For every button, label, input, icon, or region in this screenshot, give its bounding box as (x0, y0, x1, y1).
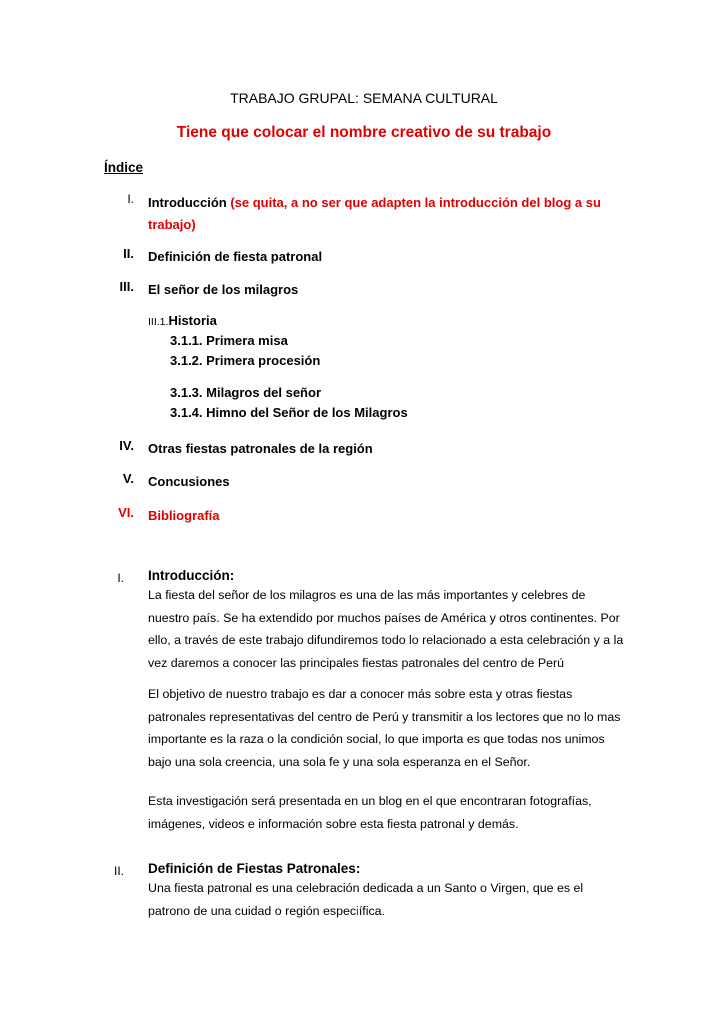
toc-number: I. (127, 192, 134, 206)
subtoc-item: 3.1.2. Primera procesión (170, 353, 321, 368)
paragraph: La fiesta del señor de los milagros es una de las más importantes y celebres de nuestro país. Se ha extendido por muchos países de América y otros continentes. Por ello, a través de este trabajo difundiremos todo lo relacionado a esta celebración y a la vez daremos a conocer las principales fiestas patronales del centro de Perú (148, 588, 624, 670)
toc-number: III. (119, 279, 134, 294)
toc-label: El señor de los milagros (148, 282, 299, 297)
index-heading: Índice (104, 160, 144, 175)
toc-label: Otras fiestas patronales de la región (148, 441, 373, 456)
section-title-introduccion: Introducción: (148, 568, 235, 583)
paragraph-highlight: i (356, 903, 359, 918)
document-subtitle: Tiene que colocar el nombre creativo de su trabajo (176, 124, 552, 141)
section-title-definicion: Definición de Fiestas Patronales: (148, 861, 361, 876)
toc-label: Definición de fiesta patronal (148, 249, 323, 264)
toc-label: Introducción (148, 195, 227, 210)
subtoc-item: 3.1.4. Himno del Señor de los Milagros (170, 405, 408, 420)
subtoc-historia (148, 313, 217, 328)
document-title: TRABAJO GRUPAL: SEMANA CULTURAL (230, 90, 498, 106)
paragraph: Esta investigación será presentada en un blog en el que encontraran fotografías, imágenes, videos e información sobre esta fiesta patronal y demás. (148, 794, 592, 831)
subtoc-number: III.1. (148, 316, 169, 328)
paragraph: El objetivo de nuestro trabajo es dar a conocer más sobre esta y otras fiestas patronales representativas del centro de Perú y transmitir a los lectores que no lo mas importante es la raza o la condición social, lo que importa es que todas nos unimos bajo una sola creencia, una sola fe y una sola esperanza en el Señor. (148, 687, 621, 769)
toc-label: Concusiones (148, 474, 230, 489)
toc-number: V. (122, 471, 134, 486)
paragraph (148, 877, 628, 922)
section-number: I. (117, 571, 124, 585)
toc-text (148, 192, 618, 236)
subtoc-item: 3.1.1. Primera misa (170, 333, 288, 348)
toc-number: IV. (119, 438, 134, 453)
toc-label: Bibliografía (148, 508, 220, 523)
section-number: II. (113, 864, 124, 878)
paragraph-text: Una fiesta patronal es una celebración dedicada a un Santo o Virgen, que es el patrono de una cuidad o región espec (148, 881, 584, 918)
subtoc-label: Historia (168, 313, 217, 328)
toc-number: II. (123, 246, 134, 261)
subtoc-item: 3.1.3. Milagros del señor (170, 385, 321, 400)
toc-number: VI. (118, 505, 134, 520)
toc-note: (se quita, a no ser que adapten la introducción del blog a su trabajo) (148, 195, 601, 232)
paragraph-text: ífica. (358, 903, 385, 918)
